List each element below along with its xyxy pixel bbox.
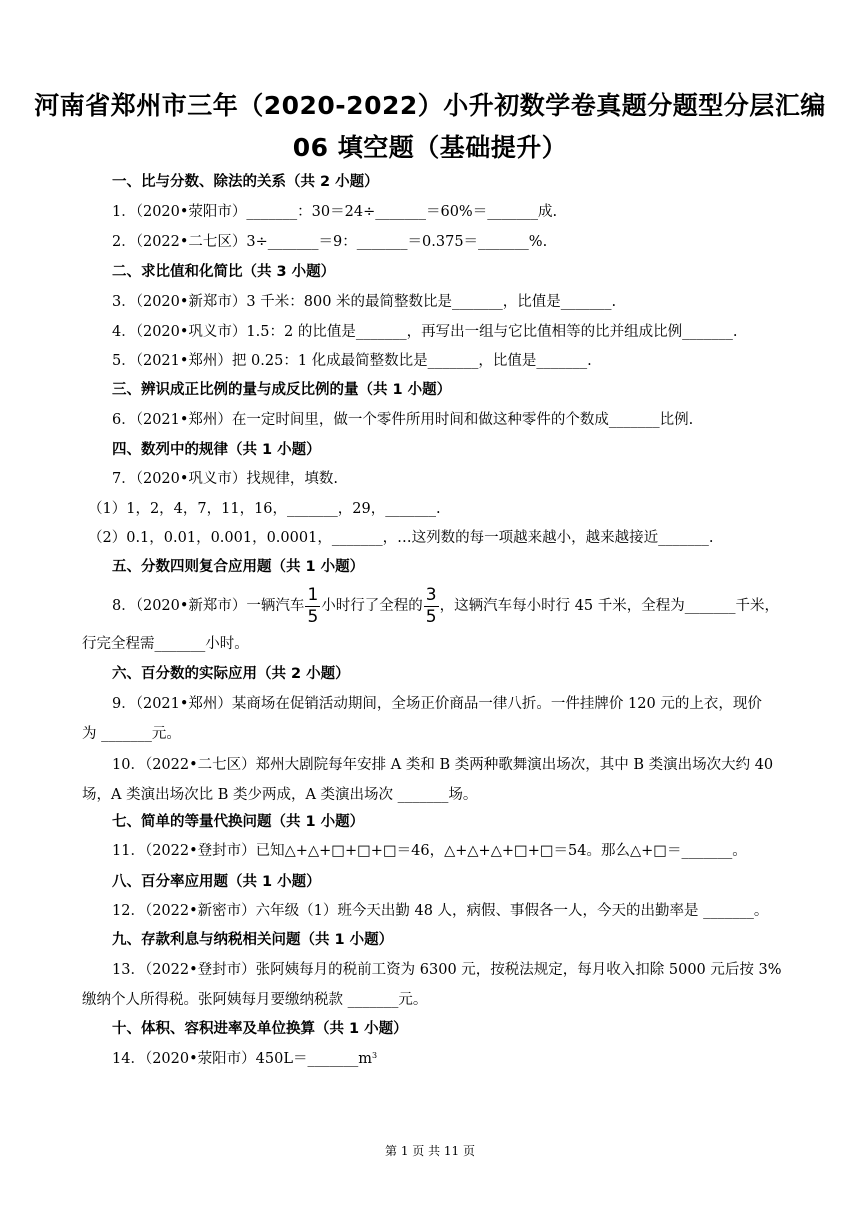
section-heading-9: 九、存款利息与纳税相关问题（共 1 小题） (112, 932, 394, 948)
section-heading-10: 十、体积、容积进率及单位换算（共 1 小题） (112, 1021, 408, 1037)
document-title-line-1: 河南省郑州市三年（2020-2022）小升初数学卷真题分题型分层汇编 (34, 91, 826, 120)
fraction-one-fifth (305, 584, 320, 627)
question-6: 6．（2021•郑州）在一定时间里，做一个零件所用时间和做这种零件的个数成_______比例. (112, 412, 694, 428)
question-3: 3．（2020•新郑市）3 千米：800 米的最简整数比是_______，比值是_______. (112, 294, 617, 310)
question-2: 2．（2022•二七区）3÷_______＝9：_______＝0.375＝_______%. (112, 234, 548, 250)
fraction-denominator: 5 (425, 606, 437, 627)
cubic-superscript: 3 (371, 1051, 378, 1060)
question-9-line-2: 为 _______元。 (82, 726, 181, 742)
page-footer: 第 1 页 共 11 页 (385, 1144, 475, 1158)
question-4: 4．（2020•巩义市）1.5：2 的比值是_______，再写出一组与它比值相等的比并组成比例_______. (112, 324, 738, 340)
question-10-line-1: 10．（2022•二七区）郑州大剧院每年安排 A 类和 B 类两种歌舞演出场次，其中 B 类演出场次大约 40 (112, 757, 774, 773)
section-heading-4: 四、数列中的规律（共 1 小题） (112, 442, 321, 458)
fraction-three-fifths (424, 584, 439, 627)
question-13-line-2: 缴纳个人所得税。张阿姨每月要缴纳税款 _______元。 (82, 992, 428, 1008)
question-7: 7．（2020•巩义市）找规律，填数. (112, 471, 339, 487)
question-8-line-2: 行完全程需_______小时。 (82, 636, 249, 652)
question-8-line-1 (112, 582, 779, 630)
question-1: 1．（2020•荥阳市）_______：30＝24÷_______＝60%＝_______成. (112, 204, 558, 220)
fraction-numerator: 3 (425, 584, 437, 605)
fraction-numerator: 1 (307, 584, 319, 605)
fraction-denominator: 5 (307, 606, 319, 627)
section-heading-2: 二、求比值和化简比（共 3 小题） (112, 264, 336, 280)
question-10-line-2: 场，A 类演出场次比 B 类少两成，A 类演出场次 _______场。 (82, 787, 478, 803)
question-8-text-c: ，这辆汽车每小时行 45 千米，全程为_______千米， (439, 598, 780, 614)
section-heading-7: 七、简单的等量代换问题（共 1 小题） (112, 814, 365, 830)
section-heading-3: 三、辨识成正比例的量与成反比例的量（共 1 小题） (112, 382, 452, 398)
question-14-text: 14．（2020•荥阳市）450L＝_______m (112, 1051, 372, 1067)
question-13-line-1: 13．（2022•登封市）张阿姨每月的税前工资为 6300 元，按税法规定，每月收入扣除 5000 元后按 3% (112, 962, 782, 978)
section-heading-5: 五、分数四则复合应用题（共 1 小题） (112, 559, 365, 575)
question-5: 5．（2021•郑州）把 0.25：1 化成最简整数比是_______，比值是_______. (112, 353, 592, 369)
section-heading-6: 六、百分数的实际应用（共 2 小题） (112, 666, 350, 682)
section-heading-1: 一、比与分数、除法的关系（共 2 小题） (112, 174, 379, 190)
question-7-part-2: （2）0.1，0.01，0.001，0.0001，_______，…这列数的每一项越来越小，越来越接近_______. (88, 530, 714, 546)
section-heading-8: 八、百分率应用题（共 1 小题） (112, 874, 321, 890)
question-12: 12．（2022•新密市）六年级（1）班今天出勤 48 人，病假、事假各一人，今天的出勤率是 _______。 (112, 903, 769, 919)
question-8-text-b: 小时行了全程的 (321, 598, 423, 614)
question-7-part-1: （1）1，2，4，7，11，16，_______，29，_______. (88, 501, 441, 517)
document-title-line-2: 06 填空题（基础提升） (292, 133, 568, 162)
question-11: 11．（2022•登封市）已知△+△+□+□+□＝46，△+△+△+□+□＝54。那么△+□＝_______。 (112, 843, 747, 859)
question-14 (112, 1049, 377, 1069)
question-9-line-1: 9．（2021•郑州）某商场在促销活动期间，全场正价商品一律八折。一件挂牌价 120 元的上衣，现价 (112, 696, 762, 712)
question-8-text-a: 8．（2020•新郑市）一辆汽车 (112, 598, 305, 614)
